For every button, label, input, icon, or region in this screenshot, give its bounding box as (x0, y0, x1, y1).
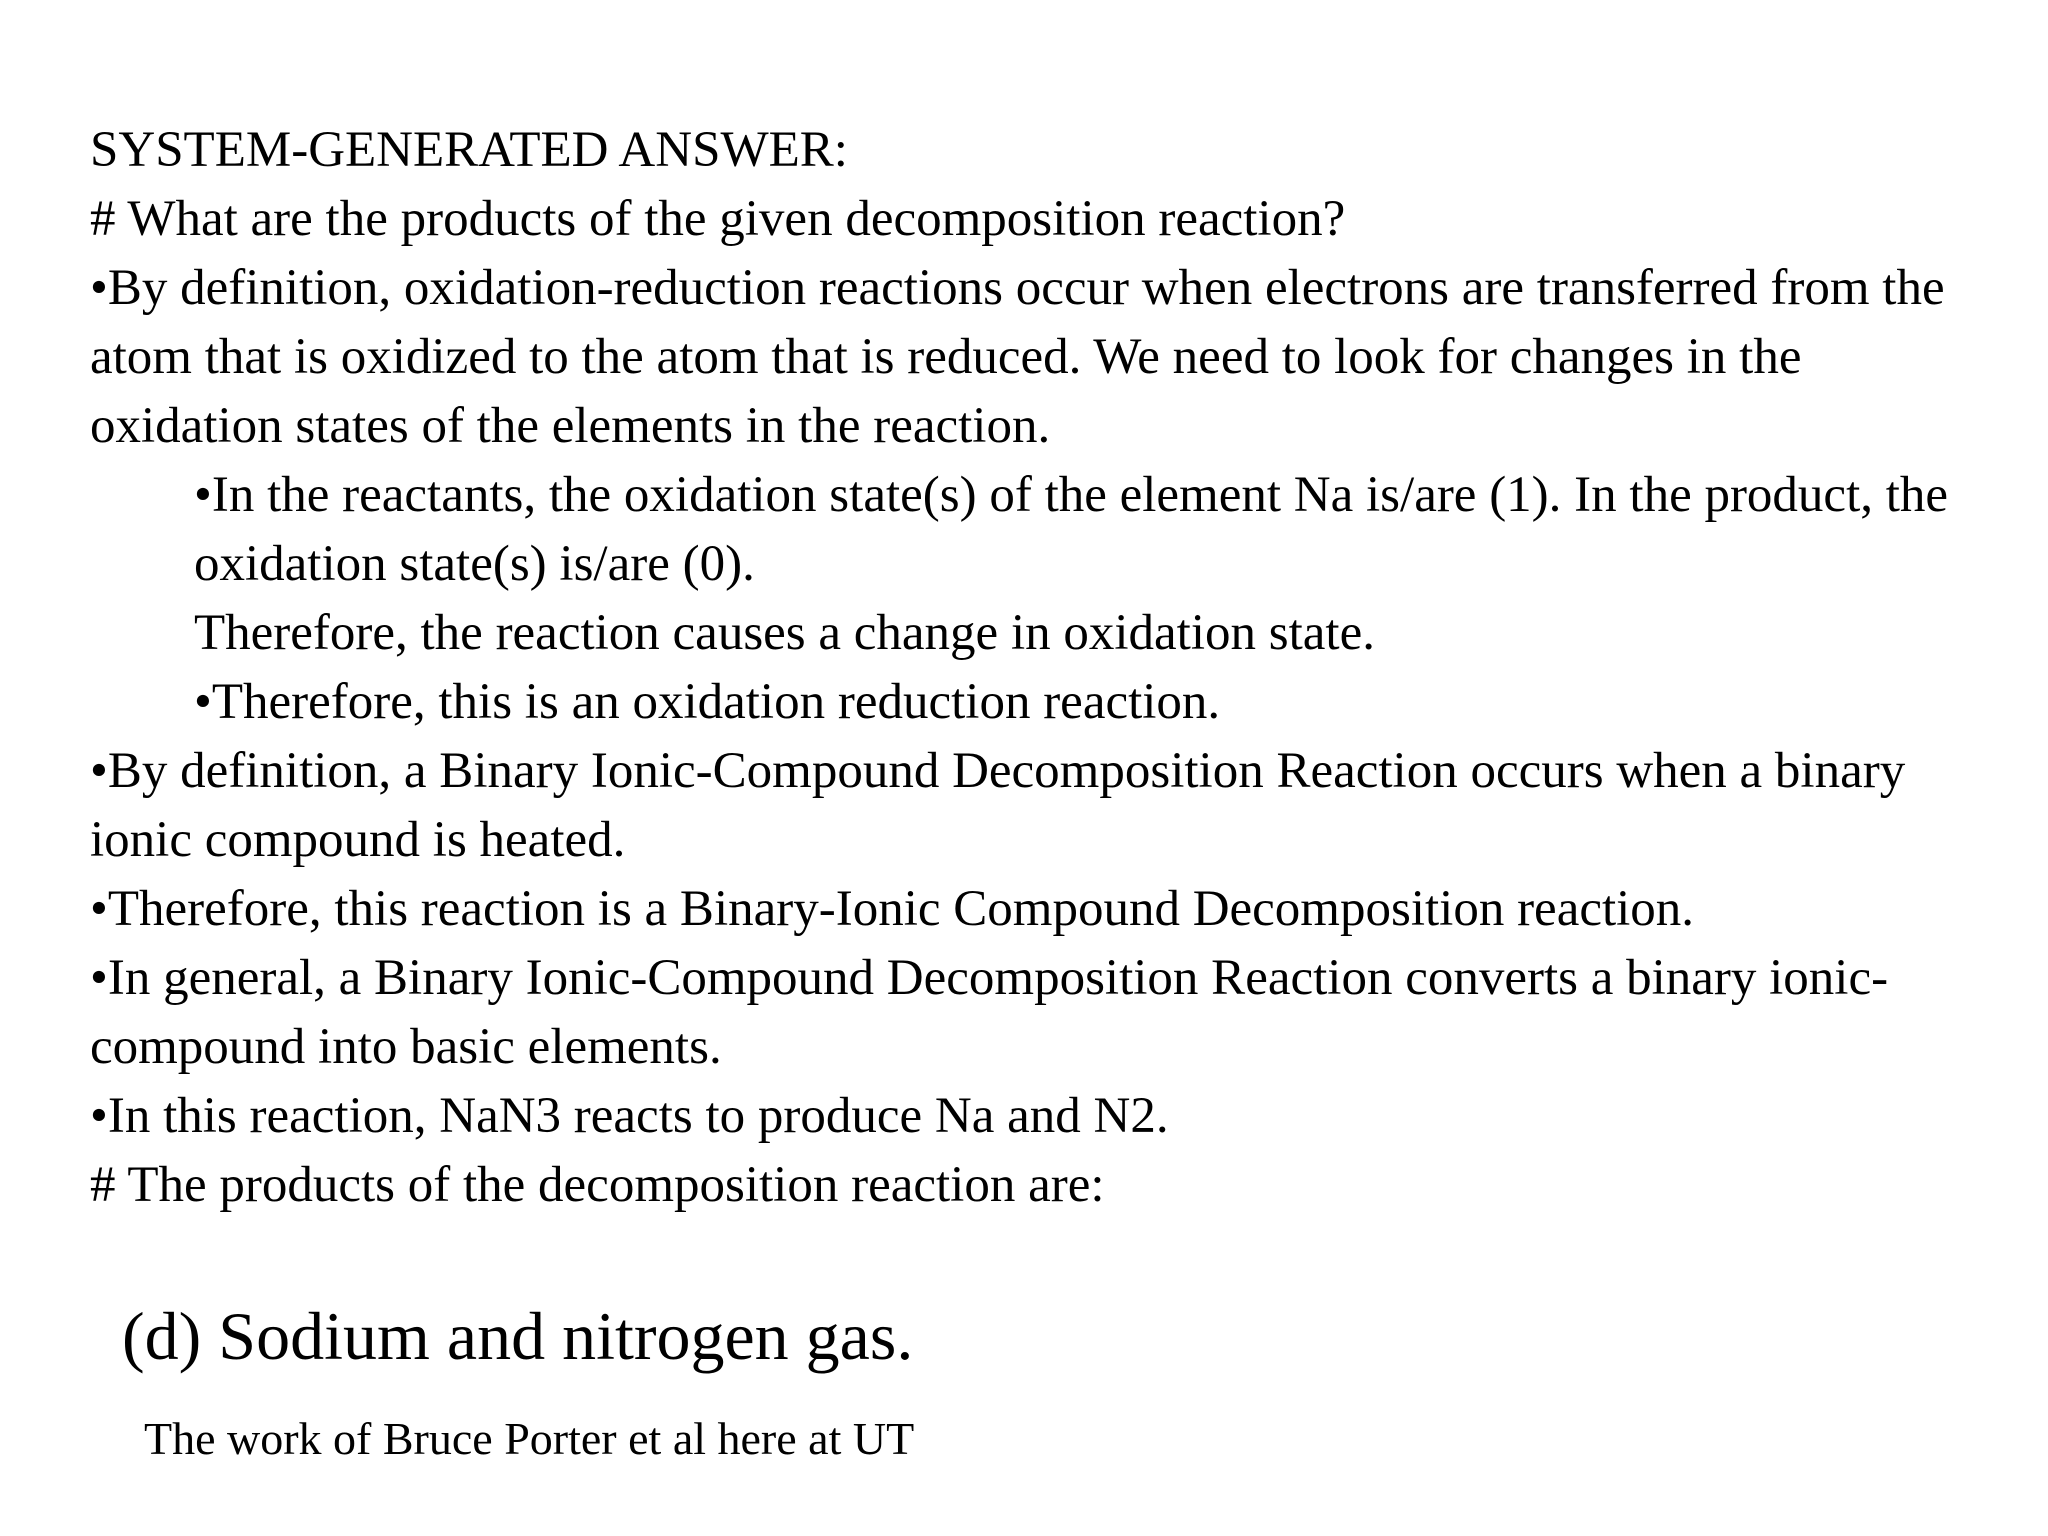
final-answer: (d) Sodium and nitrogen gas. (122, 1298, 914, 1374)
step-reaction-specific: •In this reaction, NaN3 reacts to produce Na and N2. (90, 1088, 1169, 1144)
conclusion-line: # The products of the decomposition reaction are: (90, 1157, 1105, 1213)
step-state-change: Therefore, the reaction causes a change in oxidation state. (194, 605, 1375, 661)
step-decomposition-conclusion: •Therefore, this reaction is a Binary-Ionic Compound Decomposition reaction. (90, 881, 1695, 937)
answer-heading: SYSTEM-GENERATED ANSWER: (90, 122, 848, 178)
step-redox-conclusion: •Therefore, this is an oxidation reduction reaction. (194, 674, 1221, 730)
step-oxidation-states: •In the reactants, the oxidation state(s) of the element Na is/are (1). In the product, the oxidation state(s) is/are (0). (194, 467, 1949, 592)
answer-text-block (90, 116, 1990, 1220)
question-line: # What are the products of the given decomposition reaction? (90, 191, 1346, 247)
credit-line: The work of Bruce Porter et al here at UT (144, 1413, 915, 1464)
step-decomposition-general: •In general, a Binary Ionic-Compound Decomposition Reaction converts a binary ionic-compound into basic elements. (90, 950, 1889, 1075)
step-redox-definition: •By definition, oxidation-reduction reactions occur when electrons are transferred from the atom that is oxidized to the atom that is reduced. We need to look for changes in the oxidation states of the elements in the reaction. (90, 260, 1945, 454)
step-decomposition-definition: •By definition, a Binary Ionic-Compound Decomposition Reaction occurs when a binary ionic compound is heated. (90, 743, 1906, 868)
